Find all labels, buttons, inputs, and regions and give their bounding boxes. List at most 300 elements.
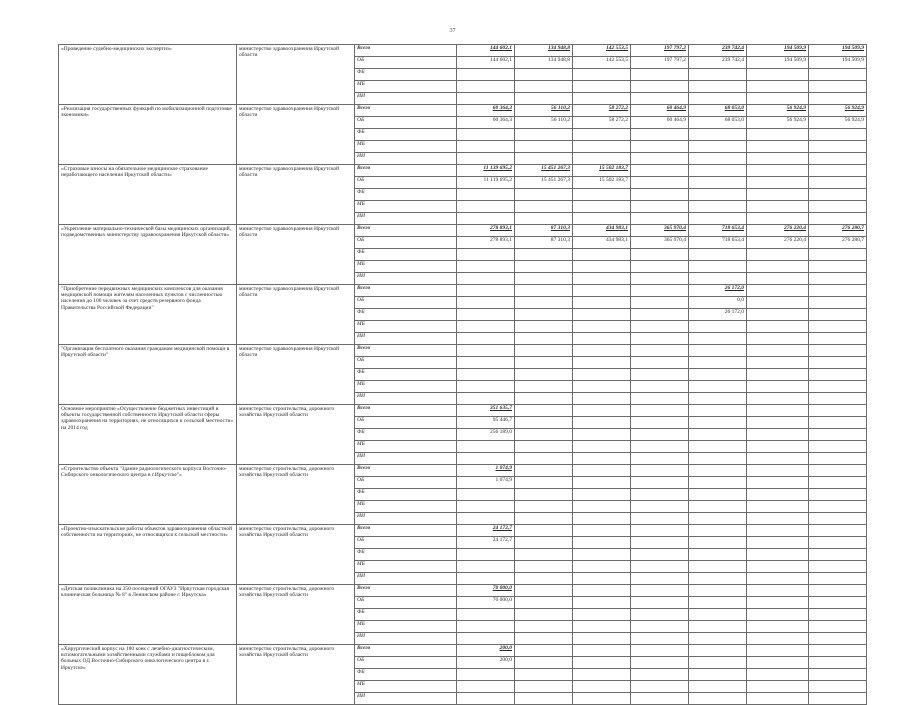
amount-cell	[573, 429, 631, 441]
amount-cell	[689, 165, 747, 177]
amount-cell	[457, 573, 515, 585]
amount-cell	[573, 297, 631, 309]
amount-cell	[689, 333, 747, 345]
amount-cell	[689, 189, 747, 201]
amount-cell	[747, 645, 809, 657]
amount-cell	[457, 381, 515, 393]
amount-cell	[631, 93, 689, 105]
funding-source-cell: МБ	[355, 501, 457, 513]
amount-cell: 197 797,2	[631, 57, 689, 69]
amount-cell	[747, 357, 809, 369]
event-name-cell: "Организация бесплатного оказания гражданам медицинской помощи в Иркутской области"	[59, 345, 237, 405]
amount-cell	[515, 453, 573, 465]
funding-source-cell: МБ	[355, 261, 457, 273]
amount-cell	[809, 669, 867, 681]
amount-cell	[515, 573, 573, 585]
amount-cell	[515, 357, 573, 369]
amount-cell	[573, 261, 631, 273]
amount-cell	[809, 693, 867, 705]
amount-cell: 194 509,9	[809, 45, 867, 57]
amount-cell	[809, 429, 867, 441]
table-row	[59, 165, 867, 177]
amount-cell	[573, 273, 631, 285]
funding-source-cell: ФБ	[355, 549, 457, 561]
amount-cell	[457, 213, 515, 225]
amount-cell	[457, 441, 515, 453]
amount-cell	[515, 405, 573, 417]
funding-source-cell: Всего	[355, 525, 457, 537]
amount-cell	[457, 549, 515, 561]
event-name-cell: Основное мероприятие «Осуществление бюджетных инвестиций в объекты государственной собственности Иркутской области сферы здравоохранения на территориях, не относящихся к сельской местности» на 2014 год	[59, 405, 237, 465]
amount-cell: 58 272,2	[573, 117, 631, 129]
amount-cell	[747, 393, 809, 405]
amount-cell	[631, 477, 689, 489]
amount-cell	[573, 573, 631, 585]
amount-cell	[689, 153, 747, 165]
amount-cell	[457, 345, 515, 357]
amount-cell	[457, 633, 515, 645]
amount-cell	[457, 501, 515, 513]
amount-cell	[809, 93, 867, 105]
amount-cell	[809, 609, 867, 621]
amount-cell	[573, 213, 631, 225]
amount-cell	[809, 165, 867, 177]
funding-source-cell: Всего	[355, 405, 457, 417]
amount-cell	[809, 369, 867, 381]
amount-cell: 56 110,2	[515, 117, 573, 129]
amount-cell	[515, 657, 573, 669]
amount-cell	[809, 393, 867, 405]
funding-source-cell: Всего	[355, 225, 457, 237]
amount-cell	[809, 177, 867, 189]
amount-cell	[515, 129, 573, 141]
amount-cell	[689, 525, 747, 537]
amount-cell	[573, 405, 631, 417]
table-row	[59, 105, 867, 117]
amount-cell: 276 220,4	[747, 237, 809, 249]
funding-source-cell: ОБ	[355, 597, 457, 609]
amount-cell	[573, 345, 631, 357]
funding-source-cell: МБ	[355, 621, 457, 633]
amount-cell	[631, 165, 689, 177]
amount-cell	[809, 453, 867, 465]
amount-cell: 434 983,1	[573, 225, 631, 237]
amount-cell	[747, 333, 809, 345]
amount-cell	[809, 573, 867, 585]
amount-cell	[573, 669, 631, 681]
funding-source-cell: ФБ	[355, 609, 457, 621]
funding-source-cell: МБ	[355, 561, 457, 573]
amount-cell	[747, 453, 809, 465]
amount-cell	[631, 609, 689, 621]
amount-cell	[809, 273, 867, 285]
funding-source-cell: Всего	[355, 285, 457, 297]
event-name-cell: «Проектно-изыскательские работы объектов здравоохранения областной собственности на территориях, не относящихся к сельской местности»	[59, 525, 237, 585]
amount-cell	[809, 537, 867, 549]
amount-cell: 194 509,9	[747, 57, 809, 69]
amount-cell	[689, 573, 747, 585]
amount-cell	[573, 597, 631, 609]
amount-cell: 24 172,7	[457, 537, 515, 549]
amount-cell	[809, 477, 867, 489]
amount-cell	[747, 93, 809, 105]
amount-cell	[809, 405, 867, 417]
executor-cell: министерство здравоохранения Иркутской области	[237, 225, 355, 285]
amount-cell	[457, 489, 515, 501]
amount-cell	[515, 537, 573, 549]
amount-cell	[573, 693, 631, 705]
amount-cell	[515, 477, 573, 489]
amount-cell: 194 509,9	[809, 57, 867, 69]
amount-cell	[573, 393, 631, 405]
amount-cell	[689, 93, 747, 105]
amount-cell	[573, 453, 631, 465]
amount-cell: 15 502 183,7	[573, 165, 631, 177]
amount-cell	[689, 345, 747, 357]
amount-cell	[747, 549, 809, 561]
funding-source-cell: ФБ	[355, 669, 457, 681]
amount-cell	[747, 69, 809, 81]
amount-cell	[631, 501, 689, 513]
amount-cell	[457, 297, 515, 309]
amount-cell: 197 797,2	[631, 45, 689, 57]
amount-cell	[747, 501, 809, 513]
amount-cell	[747, 537, 809, 549]
amount-cell: 58 272,2	[573, 105, 631, 117]
amount-cell	[631, 633, 689, 645]
amount-cell	[747, 513, 809, 525]
amount-cell: 200,0	[457, 657, 515, 669]
amount-cell	[515, 597, 573, 609]
amount-cell	[573, 369, 631, 381]
amount-cell	[457, 393, 515, 405]
funding-source-cell: ОБ	[355, 357, 457, 369]
amount-cell	[747, 177, 809, 189]
table-row	[59, 45, 867, 57]
amount-cell	[457, 81, 515, 93]
amount-cell	[515, 417, 573, 429]
amount-cell	[747, 465, 809, 477]
amount-cell	[573, 381, 631, 393]
amount-cell	[747, 165, 809, 177]
amount-cell	[631, 381, 689, 393]
amount-cell	[457, 285, 515, 297]
amount-cell	[631, 177, 689, 189]
amount-cell	[747, 561, 809, 573]
funding-source-cell: ФБ	[355, 129, 457, 141]
amount-cell	[457, 333, 515, 345]
amount-cell	[689, 453, 747, 465]
amount-cell	[809, 381, 867, 393]
funding-source-cell: ИИ	[355, 93, 457, 105]
amount-cell	[747, 573, 809, 585]
amount-cell	[515, 681, 573, 693]
funding-source-cell: Всего	[355, 585, 457, 597]
amount-cell	[631, 213, 689, 225]
amount-cell	[689, 501, 747, 513]
amount-cell	[573, 333, 631, 345]
amount-cell	[631, 693, 689, 705]
amount-cell: 68 053,0	[689, 117, 747, 129]
amount-cell	[631, 561, 689, 573]
amount-cell	[747, 669, 809, 681]
amount-cell	[689, 609, 747, 621]
amount-cell	[689, 645, 747, 657]
amount-cell	[809, 249, 867, 261]
amount-cell: 26 172,0	[689, 309, 747, 321]
amount-cell: 15 502 183,7	[573, 177, 631, 189]
amount-cell	[747, 441, 809, 453]
amount-cell	[573, 201, 631, 213]
event-name-cell: «Хирургический корпус на 180 коек с лечебно-диагностическим, вспомогательными хозяйственными службами и пищеблоком для больных ОД Восточно-Сибирского онкологического центра в г. Иркутске»	[59, 645, 237, 705]
amount-cell	[457, 669, 515, 681]
amount-cell: 70 000,0	[457, 585, 515, 597]
amount-cell	[515, 369, 573, 381]
amount-cell	[689, 597, 747, 609]
amount-cell	[573, 549, 631, 561]
amount-cell: 0,0	[689, 297, 747, 309]
amount-cell	[689, 177, 747, 189]
amount-cell	[573, 609, 631, 621]
amount-cell	[573, 633, 631, 645]
amount-cell	[631, 429, 689, 441]
amount-cell	[573, 501, 631, 513]
amount-cell	[689, 561, 747, 573]
amount-cell	[689, 417, 747, 429]
amount-cell: 56 924,9	[809, 117, 867, 129]
amount-cell	[689, 681, 747, 693]
event-name-cell: «Строительство объекта "Здание радиологического корпуса Восточно-Сибирского онкологического центра в г.Иркутске"»	[59, 465, 237, 525]
amount-cell	[809, 357, 867, 369]
amount-cell	[689, 669, 747, 681]
amount-cell	[747, 285, 809, 297]
funding-source-cell: Всего	[355, 465, 457, 477]
amount-cell	[689, 549, 747, 561]
amount-cell	[747, 405, 809, 417]
amount-cell	[457, 261, 515, 273]
amount-cell	[515, 669, 573, 681]
event-name-cell: «Реализация государственных функций по мобилизационной подготовке экономики»	[59, 105, 237, 165]
amount-cell	[689, 441, 747, 453]
amount-cell	[631, 453, 689, 465]
amount-cell	[809, 309, 867, 321]
amount-cell	[515, 249, 573, 261]
amount-cell	[457, 273, 515, 285]
amount-cell	[809, 285, 867, 297]
amount-cell: 60 464,9	[631, 117, 689, 129]
amount-cell: 70 000,0	[457, 597, 515, 609]
amount-cell: 142 553,5	[573, 45, 631, 57]
amount-cell	[689, 261, 747, 273]
amount-cell	[747, 609, 809, 621]
funding-source-cell: ОБ	[355, 657, 457, 669]
amount-cell: 278 893,1	[457, 237, 515, 249]
funding-source-cell: ФБ	[355, 69, 457, 81]
amount-cell: 276 280,7	[809, 237, 867, 249]
amount-cell	[809, 633, 867, 645]
amount-cell	[747, 429, 809, 441]
executor-cell: министерство здравоохранения Иркутской области	[237, 345, 355, 405]
amount-cell	[573, 681, 631, 693]
amount-cell	[747, 585, 809, 597]
amount-cell	[689, 249, 747, 261]
amount-cell	[573, 489, 631, 501]
amount-cell	[573, 621, 631, 633]
amount-cell	[573, 141, 631, 153]
amount-cell	[631, 441, 689, 453]
amount-cell	[515, 693, 573, 705]
amount-cell	[515, 465, 573, 477]
funding-source-cell: ИИ	[355, 573, 457, 585]
page-number: 37	[449, 28, 456, 34]
amount-cell	[457, 309, 515, 321]
amount-cell	[747, 369, 809, 381]
amount-cell	[747, 345, 809, 357]
amount-cell	[631, 405, 689, 417]
amount-cell	[515, 153, 573, 165]
funding-source-cell: ИИ	[355, 693, 457, 705]
amount-cell	[457, 69, 515, 81]
amount-cell: 56 924,9	[747, 105, 809, 117]
funding-source-cell: ИИ	[355, 453, 457, 465]
amount-cell	[747, 141, 809, 153]
amount-cell	[809, 321, 867, 333]
amount-cell	[809, 585, 867, 597]
amount-cell	[689, 81, 747, 93]
amount-cell	[809, 489, 867, 501]
funding-source-cell: ОБ	[355, 417, 457, 429]
funding-source-cell: Всего	[355, 645, 457, 657]
amount-cell	[747, 681, 809, 693]
amount-cell: 256 189,0	[457, 429, 515, 441]
amount-cell	[573, 417, 631, 429]
amount-cell	[689, 693, 747, 705]
amount-cell	[631, 513, 689, 525]
amount-cell: 1 074,9	[457, 465, 515, 477]
funding-source-cell: ИИ	[355, 153, 457, 165]
amount-cell	[747, 153, 809, 165]
amount-cell	[809, 513, 867, 525]
amount-cell	[809, 621, 867, 633]
amount-cell: 144 602,1	[457, 45, 515, 57]
amount-cell	[809, 69, 867, 81]
amount-cell	[573, 285, 631, 297]
funding-source-cell: МБ	[355, 201, 457, 213]
amount-cell: 26 172,0	[689, 285, 747, 297]
funding-source-cell: ФБ	[355, 189, 457, 201]
amount-cell	[573, 657, 631, 669]
funding-source-cell: ОБ	[355, 57, 457, 69]
amount-cell	[631, 321, 689, 333]
amount-cell	[631, 141, 689, 153]
amount-cell	[809, 129, 867, 141]
table-row	[59, 645, 867, 657]
amount-cell: 56 110,2	[515, 105, 573, 117]
amount-cell	[689, 381, 747, 393]
amount-cell	[631, 597, 689, 609]
amount-cell: 134 948,8	[515, 45, 573, 57]
amount-cell	[747, 381, 809, 393]
amount-cell	[631, 489, 689, 501]
amount-cell	[747, 297, 809, 309]
amount-cell	[515, 645, 573, 657]
amount-cell	[747, 81, 809, 93]
amount-cell: 11 139 695,2	[457, 165, 515, 177]
funding-source-cell: Всего	[355, 165, 457, 177]
amount-cell	[631, 129, 689, 141]
amount-cell	[631, 525, 689, 537]
amount-cell	[515, 345, 573, 357]
amount-cell	[515, 93, 573, 105]
amount-cell	[689, 537, 747, 549]
amount-cell	[809, 561, 867, 573]
amount-cell	[515, 273, 573, 285]
amount-cell	[457, 201, 515, 213]
amount-cell	[631, 669, 689, 681]
amount-cell	[515, 333, 573, 345]
amount-cell	[631, 417, 689, 429]
amount-cell: 434 983,1	[573, 237, 631, 249]
amount-cell: 351 635,7	[457, 405, 515, 417]
amount-cell	[457, 321, 515, 333]
event-name-cell: «Детская поликлиника на 350 посещений ОГАУЗ "Иркутская городская клиническая больница № 8" в Ленинском районе г. Иркутска»	[59, 585, 237, 645]
amount-cell	[689, 213, 747, 225]
amount-cell	[631, 345, 689, 357]
amount-cell	[515, 69, 573, 81]
amount-cell	[747, 273, 809, 285]
funding-source-cell: МБ	[355, 321, 457, 333]
funding-source-cell: ИИ	[355, 393, 457, 405]
executor-cell: министерство строительства, дорожного хозяйства Иркутской области	[237, 585, 355, 645]
amount-cell	[747, 477, 809, 489]
amount-cell	[809, 261, 867, 273]
amount-cell	[747, 261, 809, 273]
amount-cell	[747, 657, 809, 669]
amount-cell	[689, 621, 747, 633]
amount-cell: 365 970,4	[631, 237, 689, 249]
amount-cell	[747, 525, 809, 537]
amount-cell	[809, 657, 867, 669]
funding-source-cell: ФБ	[355, 489, 457, 501]
amount-cell: 276 280,7	[809, 225, 867, 237]
amount-cell	[515, 609, 573, 621]
amount-cell	[747, 597, 809, 609]
amount-cell	[631, 585, 689, 597]
amount-cell	[631, 201, 689, 213]
funding-source-cell: ОБ	[355, 477, 457, 489]
amount-cell	[809, 141, 867, 153]
amount-cell	[747, 693, 809, 705]
amount-cell	[515, 585, 573, 597]
executor-cell: министерство строительства, дорожного хозяйства Иркутской области	[237, 465, 355, 525]
amount-cell	[689, 657, 747, 669]
amount-cell	[809, 525, 867, 537]
amount-cell: 276 220,4	[747, 225, 809, 237]
amount-cell	[457, 453, 515, 465]
executor-cell: министерство здравоохранения Иркутской области	[237, 45, 355, 105]
amount-cell	[515, 549, 573, 561]
amount-cell	[515, 297, 573, 309]
amount-cell: 60 464,9	[631, 105, 689, 117]
funding-source-cell: ОБ	[355, 177, 457, 189]
amount-cell	[573, 465, 631, 477]
executor-cell: министерство строительства, дорожного хозяйства Иркутской области	[237, 405, 355, 465]
amount-cell	[515, 261, 573, 273]
amount-cell: 239 742,4	[689, 45, 747, 57]
amount-cell: 87 310,3	[515, 225, 573, 237]
funding-source-cell: ИИ	[355, 513, 457, 525]
event-name-cell: "Приобретение передвижных медицинских комплексов для оказания медицинской помощи жителям населенных пунктов с численностью населения до 100 человек за счет средств резервного фонда Правительства Российской Федерации"	[59, 285, 237, 345]
